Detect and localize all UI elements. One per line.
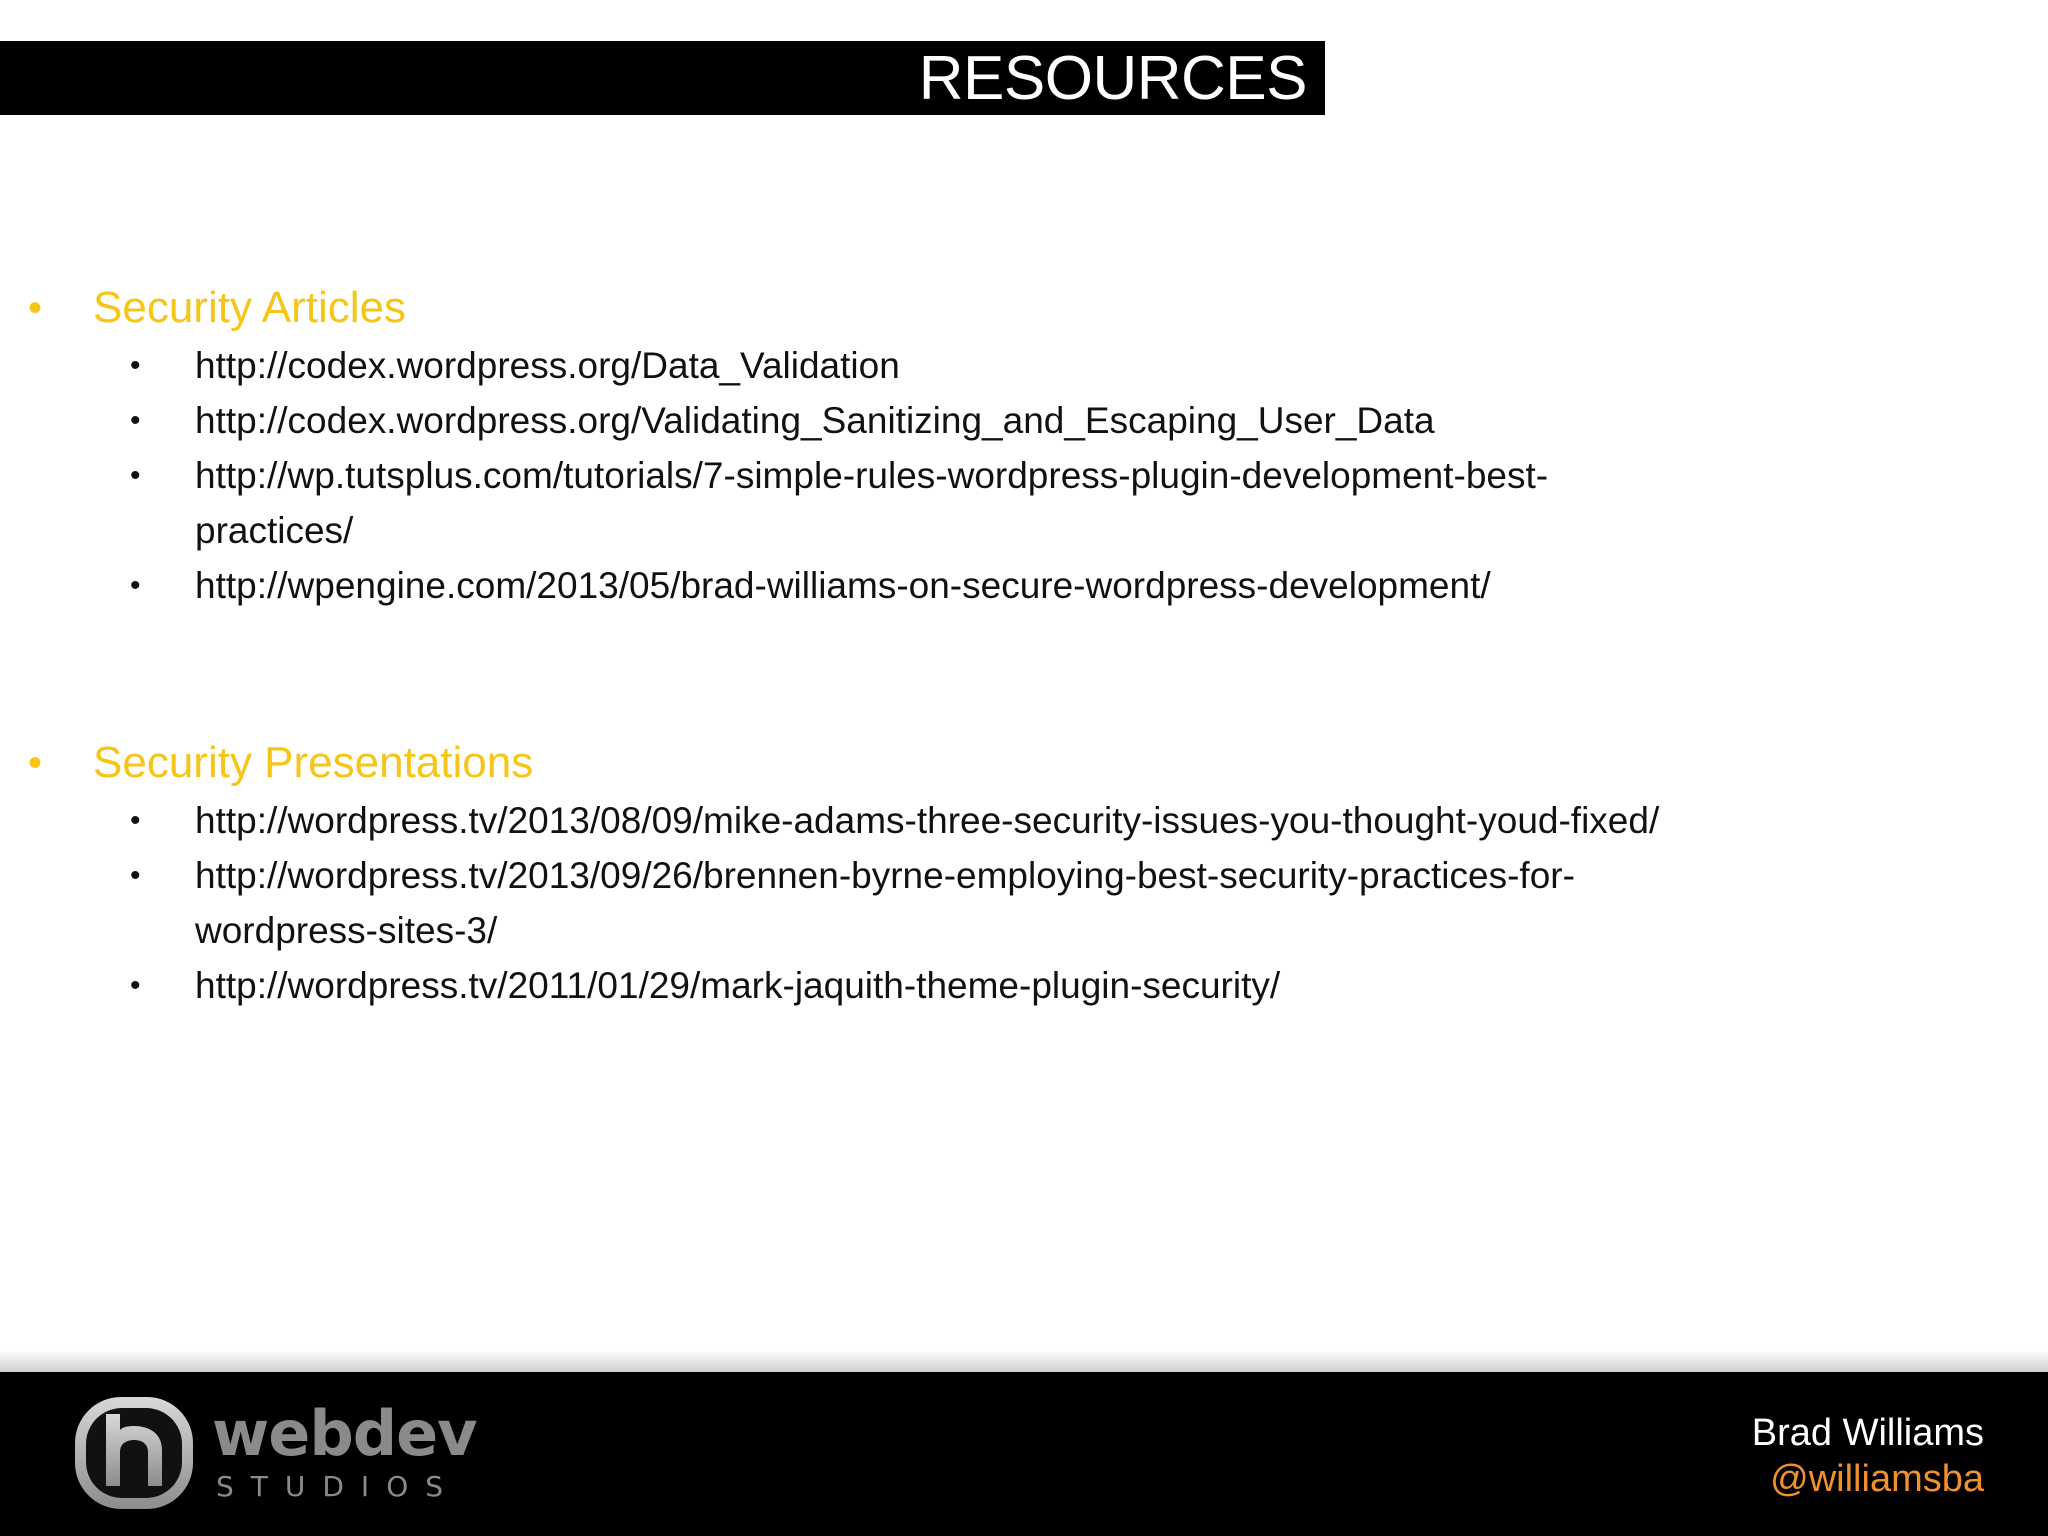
author-name: Brad Williams xyxy=(1751,1412,1984,1454)
resource-link[interactable]: http://wpengine.com/2013/05/brad-williams-on-secure-wordpress-development/ xyxy=(195,565,1491,606)
link-list xyxy=(0,793,2048,1013)
link-list xyxy=(0,338,2048,613)
list-item xyxy=(0,848,2048,958)
section-heading xyxy=(0,278,2048,338)
section-title: Security Presentations xyxy=(93,738,534,787)
list-bullet: • xyxy=(130,404,141,437)
footer-shadow xyxy=(0,1350,2048,1372)
resource-link[interactable]: http://wp.tutsplus.com/tutorials/7-simple-rules-wordpress-plugin-development-best- practices/ xyxy=(195,455,1549,551)
list-bullet: • xyxy=(130,459,141,492)
list-item xyxy=(0,793,2048,848)
resource-link[interactable]: http://wordpress.tv/2011/01/29/mark-jaquith-theme-plugin-security/ xyxy=(195,965,1281,1006)
section-security-articles xyxy=(0,278,2048,613)
list-bullet: • xyxy=(130,569,141,602)
list-bullet: • xyxy=(130,349,141,382)
list-item xyxy=(0,958,2048,1013)
list-bullet: • xyxy=(130,969,141,1002)
list-item xyxy=(0,558,2048,613)
logo-subtitle: STUDIOS xyxy=(216,1470,461,1503)
section-heading xyxy=(0,733,2048,793)
section-bullet: • xyxy=(28,741,43,785)
list-bullet: • xyxy=(130,804,141,837)
list-item xyxy=(0,338,2048,393)
section-title: Security Articles xyxy=(93,283,406,332)
list-item xyxy=(0,448,2048,558)
list-bullet: • xyxy=(130,859,141,892)
webdevstudios-logo xyxy=(72,1394,477,1514)
section-security-presentations xyxy=(0,733,2048,1013)
resource-link[interactable]: http://codex.wordpress.org/Validating_Sanitizing_and_Escaping_User_Data xyxy=(195,400,1435,441)
resource-link[interactable]: http://wordpress.tv/2013/09/26/brennen-byrne-employing-best-security-practices-for- wordpress-sites-3/ xyxy=(195,855,1575,951)
author-handle[interactable]: @williamsba xyxy=(1770,1458,1984,1500)
resource-link[interactable]: http://wordpress.tv/2013/08/09/mike-adams-three-security-issues-you-thought-youd-fixed/ xyxy=(195,800,1660,841)
logo-wordmark: webdev xyxy=(212,1397,477,1470)
resource-link[interactable]: http://codex.wordpress.org/Data_Validation xyxy=(195,345,900,386)
section-bullet: • xyxy=(28,286,43,330)
slide-title: RESOURCES xyxy=(918,44,1307,113)
list-item xyxy=(0,393,2048,448)
footer-bar xyxy=(0,1372,2048,1536)
webdevstudios-logo-icon xyxy=(72,1394,196,1512)
